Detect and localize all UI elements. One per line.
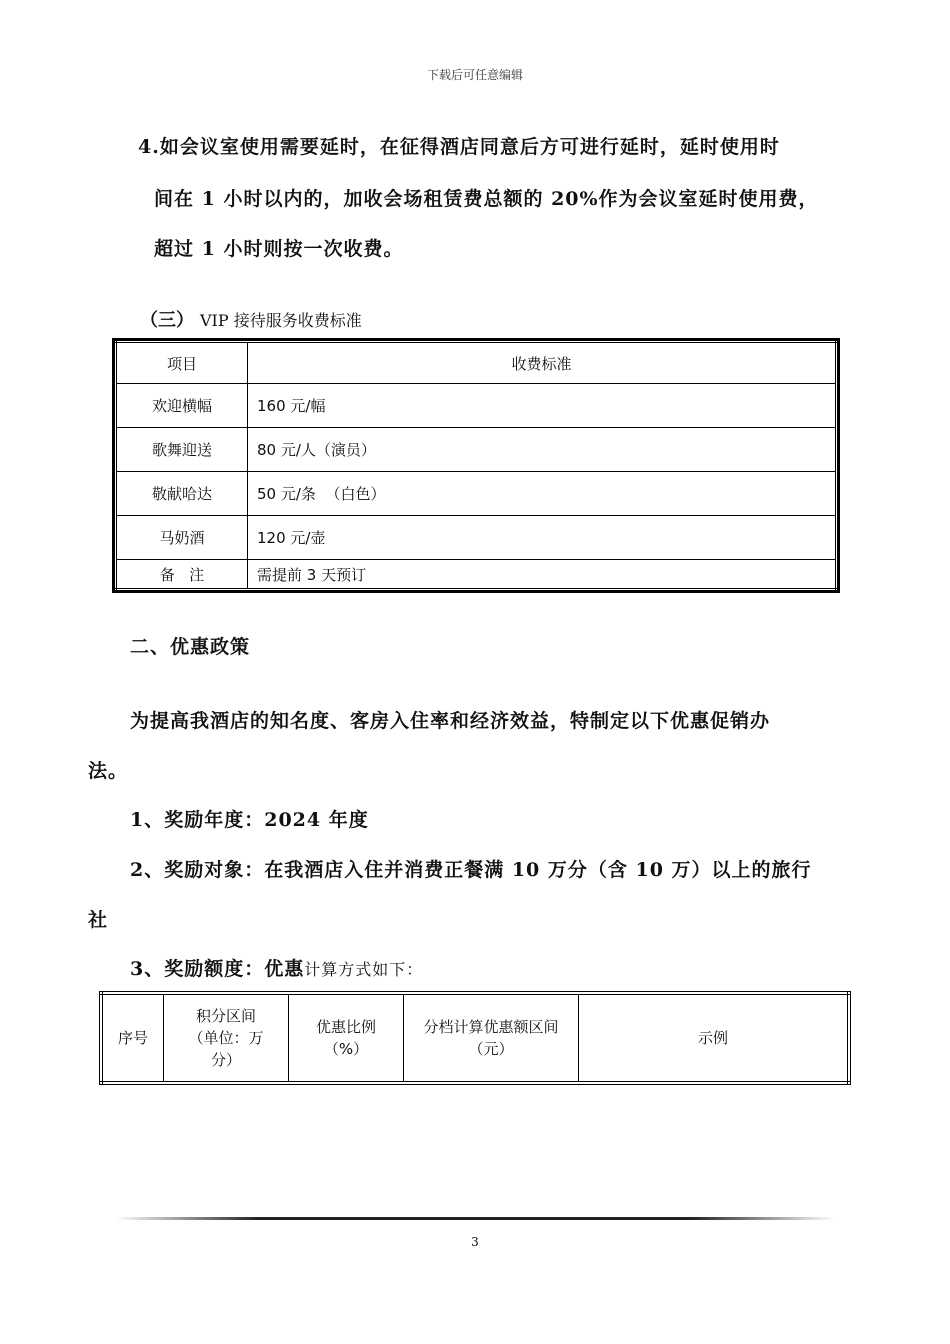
header-note: 下载后可任意编辑 xyxy=(426,68,523,82)
footer-divider xyxy=(115,1217,835,1220)
table-header-row xyxy=(101,993,849,1083)
discount-table xyxy=(99,991,851,1085)
header-discount-rate: 优惠比例 （%） xyxy=(289,993,404,1083)
header-serial: 序号 xyxy=(101,993,164,1083)
page-number: 3 xyxy=(471,1235,479,1249)
policy-item-2-line-1: 2、奖励对象：在我酒店入住并消费正餐满 10 万分（含 10 万）以上的旅行 xyxy=(130,859,812,881)
section-3-heading xyxy=(140,306,362,332)
table-header-row xyxy=(116,342,837,384)
header-discount-amount: 分档计算优惠额区间 （元） xyxy=(404,993,579,1083)
table-row xyxy=(116,560,837,590)
table-row xyxy=(116,516,837,560)
policy-item-2-line-2: 社 xyxy=(88,909,109,931)
policy-item-3-note: 计算方式如下： xyxy=(304,960,424,979)
header-item: 项目 xyxy=(116,342,248,384)
item-cell: 敬献哈达 xyxy=(116,472,248,516)
item-cell: 歌舞迎送 xyxy=(116,428,248,472)
policy-item-3 xyxy=(130,954,423,981)
remark-label: 备 注 xyxy=(116,560,248,590)
item-cell: 欢迎横幅 xyxy=(116,384,248,428)
policy-intro-line-2: 法。 xyxy=(88,760,129,782)
fee-cell: 120 元/壶 xyxy=(248,516,837,560)
remark-value: 需提前 3 天预订 xyxy=(248,560,837,590)
policy-heading: 二、优惠政策 xyxy=(130,636,251,658)
policy-item-3-label: 3、奖励额度：优惠 xyxy=(130,958,305,980)
section-3-title: VIP 接待服务收费标准 xyxy=(200,311,362,330)
table-row xyxy=(116,472,837,516)
vip-fee-table xyxy=(114,340,838,591)
header-fee: 收费标准 xyxy=(248,342,837,384)
policy-intro-line-1: 为提高我酒店的知名度、客房入住率和经济效益，特制定以下优惠促销办 xyxy=(130,710,771,732)
extension-line-3: 超过 1 小时则按一次收费。 xyxy=(154,238,404,260)
table-row xyxy=(116,384,837,428)
header-example: 示例 xyxy=(579,993,850,1083)
fee-cell: 160 元/幅 xyxy=(248,384,837,428)
section-3-number: （三） xyxy=(140,310,194,331)
policy-item-1: 1、奖励年度：2024 年度 xyxy=(130,809,369,831)
extension-line-2: 间在 1 小时以内的，加收会场租赁费总额的 20%作为会议室延时使用费， xyxy=(154,188,819,210)
table-row xyxy=(116,428,837,472)
fee-cell: 80 元/人（演员） xyxy=(248,428,837,472)
item-cell: 马奶酒 xyxy=(116,516,248,560)
extension-line-1: 4.如会议室使用需要延时，在征得酒店同意后方可进行延时，延时使用时 xyxy=(138,136,780,158)
header-points-range: 积分区间 （单位：万 分） xyxy=(164,993,289,1083)
fee-cell: 50 元/条 （白色） xyxy=(248,472,837,516)
